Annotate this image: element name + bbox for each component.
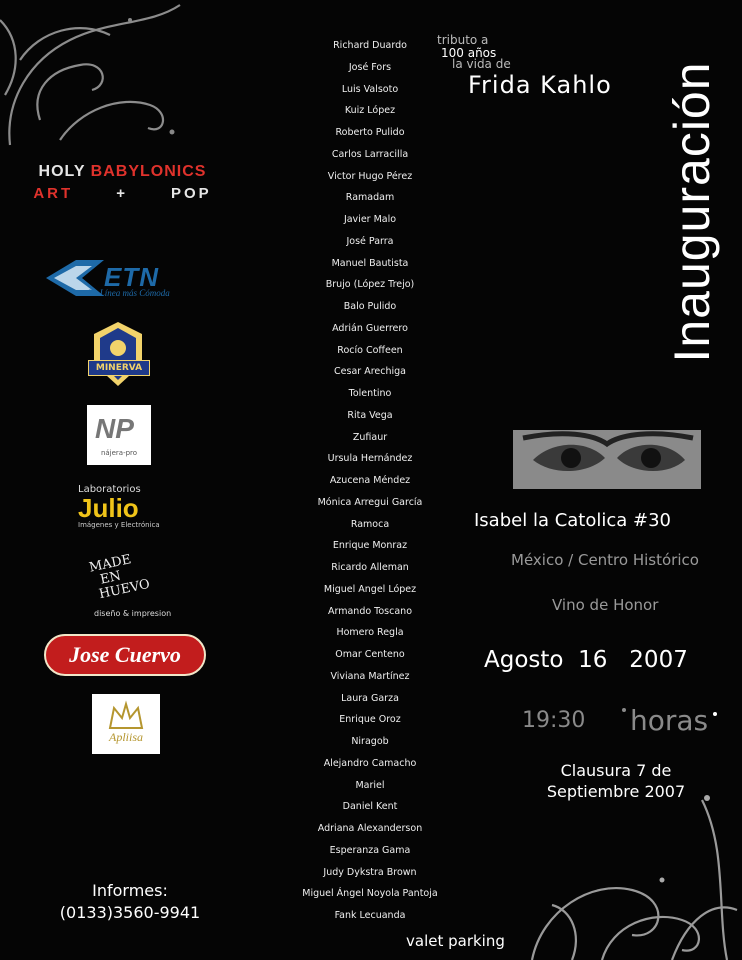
apliisa-crown-icon [92, 698, 160, 734]
babylonics-word: BABYLONICS [90, 163, 207, 180]
artist-name: Mónica Arregui García [317, 496, 423, 508]
artist-name: Zufiaur [352, 431, 388, 443]
artist-name: Javier Malo [343, 214, 397, 225]
decorative-swirl-top-left [0, 0, 200, 150]
clausura-line2: Septiembre 2007 [546, 782, 686, 801]
frida-kahlo-title: Frida Kahlo [468, 71, 612, 99]
artist-name: Carlos Larracilla [331, 148, 409, 160]
art-word: ART [33, 185, 74, 202]
contact-info [50, 880, 210, 924]
artist-name: Homero Regla [336, 627, 404, 639]
venue-address: Isabel la Catolica #30 [474, 510, 671, 531]
artist-name: Viviana Martínez [330, 670, 410, 682]
event-date: Agosto 16 2007 [484, 647, 688, 673]
apliisa-wordmark: Apliisa [108, 730, 143, 744]
cien-anos-text: 100 años [441, 46, 497, 60]
artist-name: Daniel Kent [342, 801, 398, 813]
made-en-huevo-logo [78, 552, 178, 620]
artist-name: Ursula Hernández [327, 453, 413, 465]
artist-name: José Parra [346, 235, 394, 247]
holy-word: HOLY [38, 163, 86, 180]
najera-wordmark: nájera-pro [100, 449, 138, 457]
artist-name: Esperanza Gama [329, 844, 411, 856]
inauguracion-title: Inauguración [664, 61, 720, 363]
artist-name: Miguel Ángel Noyola Pantoja [302, 888, 438, 900]
decorative-dot [622, 708, 626, 712]
artist-name: Balo Pulido [343, 301, 397, 312]
plus-sign: + [116, 185, 128, 202]
artist-name: Laura Garza [341, 692, 399, 704]
artist-name: Azucena Méndez [329, 475, 411, 486]
informes-phone: (0133)3560-9941 [59, 903, 201, 922]
julio-subtitle: Imágenes y Electrónica [78, 521, 160, 529]
julio-wordmark: Julio [78, 493, 139, 523]
jose-cuervo-logo [44, 634, 206, 676]
artist-name: Armando Toscano [327, 605, 413, 617]
minerva-wordmark: MINERVA [88, 360, 150, 376]
artist-name: Mariel [355, 779, 385, 791]
made-en-huevo-wordmark: MADE EN HUEVO [87, 552, 152, 604]
apliisa-logo [92, 694, 160, 754]
valet-parking-note: valet parking [406, 932, 505, 950]
artist-list [290, 35, 450, 927]
artist-name: Ricardo Alleman [331, 562, 409, 573]
laboratorios-julio-logo [78, 484, 168, 529]
minerva-logo [84, 320, 152, 390]
artist-name: Rocío Coffeen [337, 344, 403, 356]
decorative-dot [713, 712, 717, 716]
artist-name: Miguel Angel López [323, 583, 417, 595]
artist-name: Niragob [351, 736, 389, 747]
minerva-crest-icon [84, 320, 152, 390]
artist-name: Tolentino [348, 388, 392, 399]
artist-name: Judy Dykstra Brown [323, 866, 417, 878]
artist-name: Richard Duardo [333, 40, 407, 51]
julio-laboratorios: Laboratorios [78, 484, 141, 495]
clausura-line1: Clausura 7 de [560, 761, 672, 780]
np-monogram: NP [95, 413, 134, 444]
artist-name: Kuiz López [344, 105, 396, 117]
artist-name: Enrique Oroz [339, 714, 401, 726]
artist-name: Roberto Pulido [335, 127, 405, 138]
made-en-huevo-subtitle: diseño & impresion [94, 609, 172, 618]
etn-logo [46, 258, 186, 302]
informes-label: Informes: [92, 881, 168, 900]
la-vida-text: la vida de [452, 57, 511, 71]
jose-cuervo-wordmark: Jose Cuervo [69, 642, 181, 667]
artist-name: Adrián Guerrero [332, 322, 408, 334]
event-time: 19:30 [522, 708, 586, 733]
artist-name: Luis Valsoto [341, 83, 399, 95]
holy-babylonics-logo [10, 163, 235, 202]
artist-name: José Fors [348, 61, 392, 73]
artist-name: Adriana Alexanderson [317, 823, 423, 834]
tributo-text: tributo a [437, 33, 489, 47]
clausura-info [536, 760, 696, 802]
artist-name: Fank Lecuanda [334, 910, 406, 921]
artist-name: Ramoca [350, 518, 390, 530]
artist-name: Omar Centeno [335, 649, 405, 660]
artist-name: Victor Hugo Pérez [327, 170, 413, 182]
artist-name: Rita Vega [347, 409, 393, 421]
venue-city: México / Centro Histórico [511, 551, 699, 569]
etn-wordmark: ETN [104, 262, 159, 292]
vino-de-honor: Vino de Honor [552, 596, 659, 614]
najera-pro-logo [87, 405, 151, 465]
pop-word: POP [170, 185, 212, 202]
artist-name: Brujo (López Trejo) [325, 279, 415, 291]
artist-name: Enrique Monraz [332, 540, 408, 552]
artist-name: Manuel Bautista [331, 257, 409, 269]
etn-tagline: La Línea más Cómoda [88, 288, 170, 298]
artist-name: Ramadam [345, 192, 395, 204]
frida-eyes-photo [513, 430, 701, 489]
artist-name: Alejandro Camacho [323, 757, 417, 769]
event-time-label: horas [630, 704, 709, 737]
artist-name: Cesar Arechiga [334, 366, 406, 378]
